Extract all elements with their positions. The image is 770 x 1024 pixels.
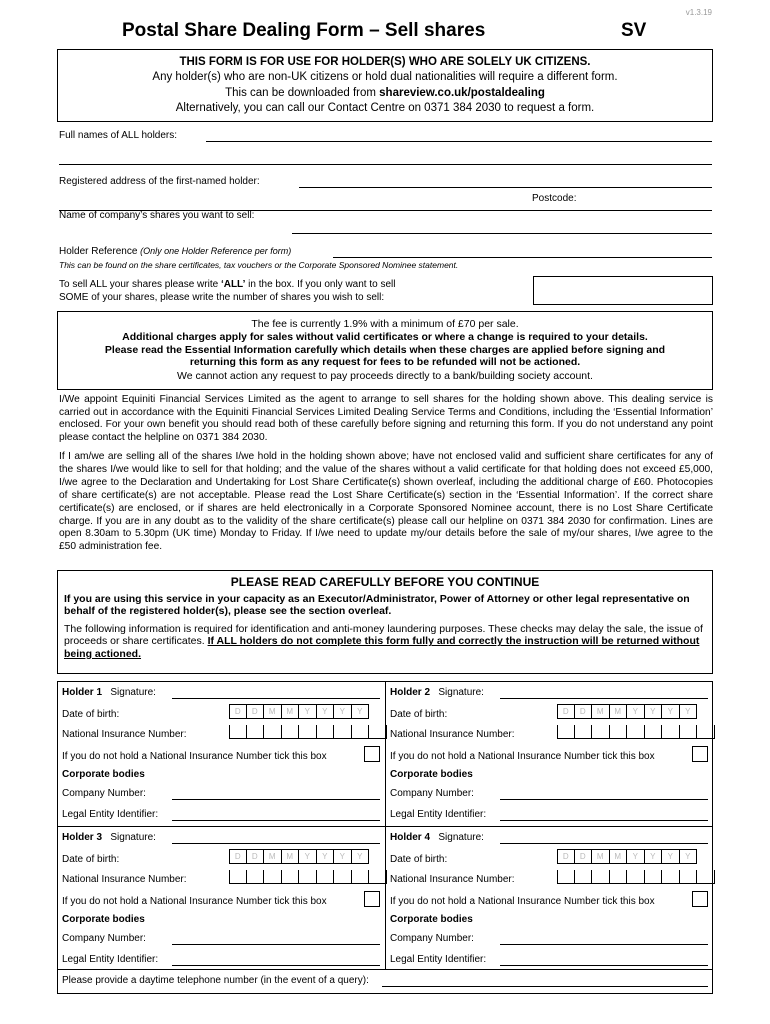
dob-cell[interactable]: M — [592, 704, 610, 719]
ni-cell[interactable] — [557, 870, 575, 884]
ni-field — [229, 725, 387, 739]
dob-label: Date of birth: — [62, 709, 120, 720]
dob-cell[interactable]: M — [282, 704, 300, 719]
ni-cell[interactable] — [247, 725, 265, 739]
dob-cell[interactable]: Y — [645, 849, 663, 864]
ni-field — [557, 870, 715, 884]
ni-cell[interactable] — [697, 725, 715, 739]
company-number-label: Company Number: — [390, 933, 474, 944]
no-ni-checkbox[interactable] — [692, 891, 708, 907]
corporate-heading: Corporate bodies — [390, 914, 473, 925]
ni-cell[interactable] — [662, 725, 680, 739]
dob-cell[interactable]: Y — [299, 849, 317, 864]
fee-box — [57, 311, 713, 390]
ni-cell[interactable] — [697, 870, 715, 884]
dob-cell[interactable]: Y — [680, 704, 698, 719]
dob-field — [557, 849, 697, 864]
careful-representative-note: If you are using this service in your capacity as an Executor/Administrator, Power of Attorney or other legal representative on behalf of the registered holder(s), please see the section overleaf. — [64, 592, 690, 618]
phone-row-divider — [57, 969, 713, 970]
ni-cell[interactable] — [282, 725, 300, 739]
ni-cell[interactable] — [282, 870, 300, 884]
holder-ref-help: This can be found on the share certificates, tax vouchers or the Corporate Sponsored Nominee statement. — [59, 260, 459, 270]
company-number-field[interactable] — [500, 944, 708, 945]
ni-cell[interactable] — [645, 870, 663, 884]
company-number-label: Company Number: — [62, 788, 146, 799]
address-label: Registered address of the first-named holder: — [59, 176, 260, 187]
dob-cell[interactable]: M — [610, 849, 628, 864]
dob-cell[interactable]: Y — [317, 849, 335, 864]
ni-cell[interactable] — [299, 725, 317, 739]
dob-cell[interactable]: D — [229, 849, 247, 864]
company-number-field[interactable] — [172, 944, 380, 945]
full-names-field[interactable] — [206, 141, 712, 142]
ni-label: National Insurance Number: — [390, 874, 515, 885]
fee-line-2: Additional charges apply for sales without valid certificates or where a change is required to your details. — [122, 330, 648, 343]
ni-cell[interactable] — [229, 870, 247, 884]
holder-signature-label: Holder 1 Signature: — [62, 687, 156, 698]
form-code: SV — [621, 20, 647, 41]
holder-signature-label: Holder 3 Signature: — [62, 832, 156, 843]
lei-field[interactable] — [500, 820, 708, 821]
ni-cell[interactable] — [369, 870, 387, 884]
dob-cell[interactable]: D — [247, 849, 265, 864]
dob-field — [229, 849, 369, 864]
no-ni-checkbox[interactable] — [692, 746, 708, 762]
notice-line-4: Alternatively, you can call our Contact Centre on 0371 384 2030 to request a form. — [175, 101, 595, 114]
ni-cell[interactable] — [575, 725, 593, 739]
company-number-field[interactable] — [500, 799, 708, 800]
holder-panel — [390, 832, 708, 968]
dob-cell[interactable]: D — [575, 849, 593, 864]
dob-cell[interactable]: D — [557, 704, 575, 719]
download-link[interactable]: shareview.co.uk/postaldealing — [379, 86, 545, 99]
dob-cell[interactable]: Y — [627, 849, 645, 864]
no-ni-label: If you do not hold a National Insurance Number tick this box — [390, 751, 655, 762]
no-ni-checkbox[interactable] — [364, 746, 380, 762]
version-label: v1.3.19 — [685, 8, 712, 17]
lei-field[interactable] — [172, 965, 380, 966]
company-label: Name of company’s shares you want to sell: — [59, 210, 255, 221]
fee-line-3: Please read the Essential Information carefully which details when these charges are applied before signing and — [104, 343, 666, 356]
holders-row-divider — [57, 826, 713, 827]
dob-cell[interactable]: D — [575, 704, 593, 719]
no-ni-label: If you do not hold a National Insurance Number tick this box — [390, 896, 655, 907]
ni-field — [557, 725, 715, 739]
ni-cell[interactable] — [627, 870, 645, 884]
holder-signature-label: Holder 2 Signature: — [390, 687, 484, 698]
ni-cell[interactable] — [680, 725, 698, 739]
holder-signature-field[interactable] — [172, 698, 380, 699]
ni-label: National Insurance Number: — [390, 729, 515, 740]
notice-line-3: This can be downloaded from shareview.co.uk/postaldealing — [225, 86, 545, 99]
dob-cell[interactable]: Y — [352, 704, 370, 719]
dob-cell[interactable]: Y — [317, 704, 335, 719]
holder-signature-label: Holder 4 Signature: — [390, 832, 484, 843]
careful-aml-note: The following information is required for identification and anti-money laundering purposes. These checks may delay the sale, the issue of proceeds or share certificates. If ALL holders do not complete this form fully and correctly the instruction will be returned without being actioned. — [64, 622, 703, 660]
dob-cell[interactable]: Y — [299, 704, 317, 719]
fee-line-4: returning this form as any request for fees to be refunded will not be actioned. — [189, 356, 581, 369]
dob-cell[interactable]: M — [592, 849, 610, 864]
holder-signature-field[interactable] — [500, 843, 708, 844]
dob-cell[interactable]: Y — [645, 704, 663, 719]
notice-box — [57, 49, 713, 122]
notice-line-2: Any holder(s) who are non-UK citizens or hold dual nationalities will require a different form. — [152, 71, 618, 84]
ni-label: National Insurance Number: — [62, 729, 187, 740]
ni-cell[interactable] — [334, 725, 352, 739]
dob-cell[interactable]: M — [264, 704, 282, 719]
dob-cell[interactable]: D — [229, 704, 247, 719]
dob-cell[interactable]: D — [247, 704, 265, 719]
page-title: Postal Share Dealing Form – Sell shares — [122, 20, 486, 41]
ni-cell[interactable] — [299, 870, 317, 884]
holder-signature-field[interactable] — [500, 698, 708, 699]
phone-label: Please provide a daytime telephone number (in the event of a query): — [62, 975, 369, 986]
dob-cell[interactable]: Y — [662, 704, 680, 719]
dob-cell[interactable]: D — [557, 849, 575, 864]
no-ni-label: If you do not hold a National Insurance Number tick this box — [62, 751, 327, 762]
ni-cell[interactable] — [645, 725, 663, 739]
holder-panel — [62, 832, 380, 968]
ni-label: National Insurance Number: — [62, 874, 187, 885]
sell-instructions: To sell ALL your shares please write ‘ALL’ in the box. If you only want to sell SOME of your shares, please write the number of shares you wish to sell: — [59, 279, 396, 303]
ni-field — [229, 870, 387, 884]
notice-line-1: THIS FORM IS FOR USE FOR HOLDER(S) WHO ARE SOLELY UK CITIZENS. — [179, 56, 591, 68]
ni-cell[interactable] — [592, 725, 610, 739]
dob-cell[interactable]: Y — [627, 704, 645, 719]
dob-label: Date of birth: — [390, 709, 448, 720]
company-number-field[interactable] — [172, 799, 380, 800]
ni-cell[interactable] — [317, 725, 335, 739]
dob-field — [557, 704, 697, 719]
company-number-label: Company Number: — [390, 788, 474, 799]
ni-cell[interactable] — [317, 870, 335, 884]
no-ni-label: If you do not hold a National Insurance Number tick this box — [62, 896, 327, 907]
ni-cell[interactable] — [229, 725, 247, 739]
company-number-label: Company Number: — [62, 933, 146, 944]
dob-cell[interactable]: M — [282, 849, 300, 864]
dob-cell[interactable]: Y — [352, 849, 370, 864]
holder-panel — [62, 687, 380, 823]
ni-cell[interactable] — [662, 870, 680, 884]
dob-label: Date of birth: — [62, 854, 120, 865]
lei-field[interactable] — [172, 820, 380, 821]
address-field[interactable] — [299, 187, 712, 188]
ni-cell[interactable] — [264, 725, 282, 739]
phone-field[interactable] — [382, 986, 708, 987]
ni-cell[interactable] — [334, 870, 352, 884]
dob-cell[interactable]: Y — [662, 849, 680, 864]
agent-paragraph: I/We appoint Equiniti Financial Services Limited as the agent to arrange to sell shares for the holding shown above. This dealing service is carried out in accordance with the Equiniti Financial Services Limited Dealing Service Terms and Conditions, including the ‘Essential Information’ enclosed. For your own benefit you should read both of these carefully before signing and returning this form. If you do not understand any point please contact the helpline on 0371 384 2030. — [59, 394, 713, 443]
dob-cell[interactable]: Y — [680, 849, 698, 864]
dob-cell[interactable]: Y — [334, 704, 352, 719]
ni-cell[interactable] — [610, 870, 628, 884]
lei-label: Legal Entity Identifier: — [62, 809, 159, 820]
ni-cell[interactable] — [264, 870, 282, 884]
dob-field — [229, 704, 369, 719]
shares-quantity-box[interactable] — [533, 276, 713, 305]
ni-cell[interactable] — [352, 725, 370, 739]
corporate-heading: Corporate bodies — [62, 914, 145, 925]
ni-cell[interactable] — [369, 725, 387, 739]
fee-line-5: We cannot action any request to pay proceeds directly to a bank/building society account. — [177, 370, 593, 383]
dob-cell[interactable]: M — [610, 704, 628, 719]
lei-field[interactable] — [500, 965, 708, 966]
ni-cell[interactable] — [352, 870, 370, 884]
lei-label: Legal Entity Identifier: — [390, 954, 487, 965]
no-ni-checkbox[interactable] — [364, 891, 380, 907]
dob-label: Date of birth: — [390, 854, 448, 865]
ni-cell[interactable] — [627, 725, 645, 739]
careful-box — [57, 570, 713, 674]
corporate-heading: Corporate bodies — [62, 769, 145, 780]
lei-label: Legal Entity Identifier: — [62, 954, 159, 965]
dob-cell[interactable]: Y — [334, 849, 352, 864]
holder-signature-field[interactable] — [172, 843, 380, 844]
ni-cell[interactable] — [680, 870, 698, 884]
lost-certificate-paragraph: If I am/we are selling all of the shares I/we hold in the holding shown above; have not enclosed valid and sufficient share certificates for any of the shares I/we would like to sell for that holding; and the value of the shares without a valid certificate for that holding does not exceed £5,000, I/we agree to the Declaration and Undertaking for Lost Share Certificate(s) shown overleaf, including the additional charge of £60. Photocopies of share certificate(s) are not acceptable. Please read the Lost Share Certificate(s) section in the ‘Essential Information’. If the correct share certificate(s) are enclosed, or if shares are held electronically in a Corporate Sponsored Nominee account, there is no Lost Share Certificate charge. If you are in any doubt as to the validity of the share certificate(s) please call our helpline on 0371 384 2030 for confirmation. Lines are open 8.30am to 5.30pm (UK time) Monday to Friday. If I/we need to update my/our details before the sale of my/our shares, I/we agree to the £50 administration fee. — [59, 451, 713, 553]
ni-cell[interactable] — [557, 725, 575, 739]
holder-panel — [390, 687, 708, 823]
ni-cell[interactable] — [610, 725, 628, 739]
careful-heading: PLEASE READ CAREFULLY BEFORE YOU CONTINUE — [230, 575, 540, 589]
lei-label: Legal Entity Identifier: — [390, 809, 487, 820]
ni-cell[interactable] — [592, 870, 610, 884]
dob-cell[interactable]: M — [264, 849, 282, 864]
holder-ref-field[interactable] — [333, 257, 712, 258]
ni-cell[interactable] — [247, 870, 265, 884]
corporate-heading: Corporate bodies — [390, 769, 473, 780]
postcode-label: Postcode: — [532, 193, 577, 204]
full-names-label: Full names of ALL holders: — [59, 130, 178, 141]
ni-cell[interactable] — [575, 870, 593, 884]
holder-ref-label: Holder Reference (Only one Holder Reference per form) — [59, 246, 292, 257]
company-field[interactable] — [292, 233, 712, 234]
fee-line-1: The fee is currently 1.9% with a minimum of £70 per sale. — [251, 318, 519, 330]
full-names-field-2[interactable] — [59, 164, 712, 165]
